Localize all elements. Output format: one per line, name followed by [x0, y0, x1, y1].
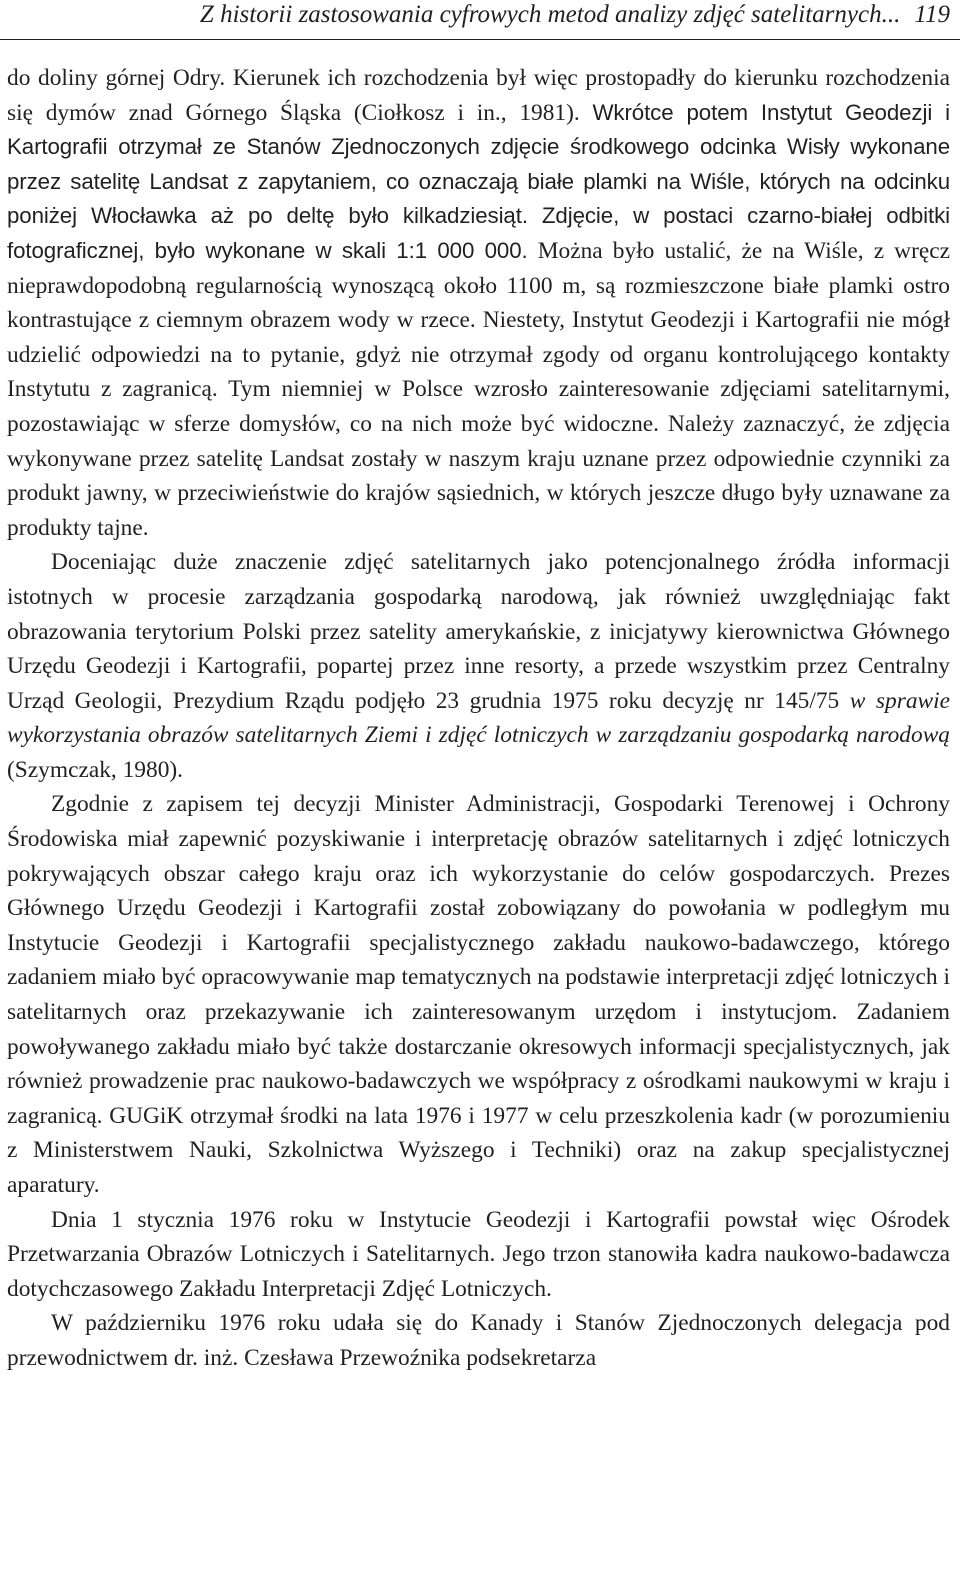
paragraph-4: Dnia 1 stycznia 1976 roku w Instytucie Geodezji i Kartografii powstał więc Ośrodek Przetwarzania Obrazów Lotniczych i Satelitarnych. Jego trzon stanowiła kadra naukowo-badawcza dotychczasowego Zakładu Interpretacji Zdjęć Lotniczych.: [7, 1206, 950, 1302]
running-header-title: Z historii zastosowania cyfrowych metod analizy zdjęć satelitarnych...: [199, 1, 901, 28]
paragraph-5: W październiku 1976 roku udała się do Kanady i Stanów Zjednoczonych delegacja pod przewodnictwem dr. inż. Czesława Przewoźnika podsekretarza: [7, 1310, 950, 1371]
paragraph-2-italic-title: w sprawie wykorzystania obrazów satelitarnych Ziemi i zdjęć lotniczych w zarządzaniu gospodarką narodową: [7, 687, 951, 749]
body-text: [7, 61, 950, 1376]
paragraph-1-sans-passage: Wkrótce potem Instytut Geodezji i Kartografii otrzymał ze Stanów Zjednoczonych zdjęcie środkowego odcinka Wisły wykonane przez satelitę Landsat z zapytaniem, co oznaczają białe plamki na Wiśle, których na odcinku poniżej Włocławka aż po deltę było kilkadziesiąt. Zdjęcie, w postaci czarno-białej odbitki fotograficznej, było wykonane w skali 1:1 000 000.: [7, 99, 950, 263]
page-number: 119: [914, 1, 950, 28]
paragraph-2-text-b: (Szymczak, 1980).: [7, 756, 184, 783]
paragraph-2: [7, 545, 950, 787]
paragraph-2-text-a: Doceniając duże znaczenie zdjęć satelitarnych jako potencjonalnego źródła informacji istotnych w procesie zarządzania gospodarką narodową, jak również uwzględniając fakt obrazowania terytorium Polski przez satelity amerykańskie, z inicjatywy kierownictwa Głównego Urzędu Geodezji i Kartografii, popartej przez inne resorty, a przede wszystkim przez Centralny Urząd Geologii, Prezydium Rządu podjęło 23 grudnia 1975 roku decyzję nr 145/75: [7, 549, 950, 714]
running-header: [0, 0, 960, 40]
paragraph-1: [7, 61, 950, 545]
paragraph-1-sentence-b: Można było ustalić, że na Wiśle, z wręcz nieprawdopodobną regularnością wynoszącą około 1100 m, są rozmieszczone białe plamki ostro kontrastujące z ciemnym obrazem wody w rzece. Niestety, Instytut Geodezji i Kartografii nie mógł udzielić odpowiedzi na to pytanie, gdyż nie otrzymał zgody od organu kontrolującego kontakty Instytutu z zagranicą. Tym niemniej w Polsce wzrosło zainteresowanie zdjęciami satelitarnymi, pozostawiając w sferze domysłów, co na nich może być widoczne. Należy zaznaczyć, że zdjęcia wykonywane przez satelitę Landsat zostały w naszym kraju uznane przez odpowiednie czynniki za produkt jawny, w przeciwieństwie do krajów sąsiednich, w których jeszcze długo były uznawane za produkty tajne.: [7, 237, 951, 541]
paragraph-3: Zgodnie z zapisem tej decyzji Minister Administracji, Gospodarki Terenowej i Ochrony Środowiska miał zapewnić pozyskiwanie i interpretację obrazów satelitarnych i zdjęć lotniczych pokrywających obszar całego kraju oraz ich wykorzystanie do celów gospodarczych. Prezes Głównego Urzędu Geodezji i Kartografii został zobowiązany do powołania w podległym mu Instytucie Geodezji i Kartografii specjalistycznego zakładu naukowo-badawczego, którego zadaniem miało być opracowywanie map tematycznych na podstawie interpretacji zdjęć lotniczych i satelitarnych oraz przekazywanie ich zainteresowanym urzędom i instytucjom. Zadaniem powoływanego zakładu miało być także dostarczanie okresowych informacji specjalistycznych, jak również prowadzenie prac naukowo-badawczych we współpracy z ośrodkami naukowymi w kraju i zagranicą. GUGiK otrzymał środki na lata 1976 i 1977 w celu przeszkolenia kadr (w porozumieniu z Ministerstwem Nauki, Szkolnictwa Wyższego i Techniki) oraz na zakup specjalistycznej aparatury.: [7, 791, 950, 1198]
paragraph-1-sentence-a: do doliny górnej Odry. Kierunek ich rozchodzenia był więc prostopadły do kierunku rozchodzenia się dymów znad Górnego Śląska (Ciołkosz i in., 1981).: [7, 65, 950, 126]
